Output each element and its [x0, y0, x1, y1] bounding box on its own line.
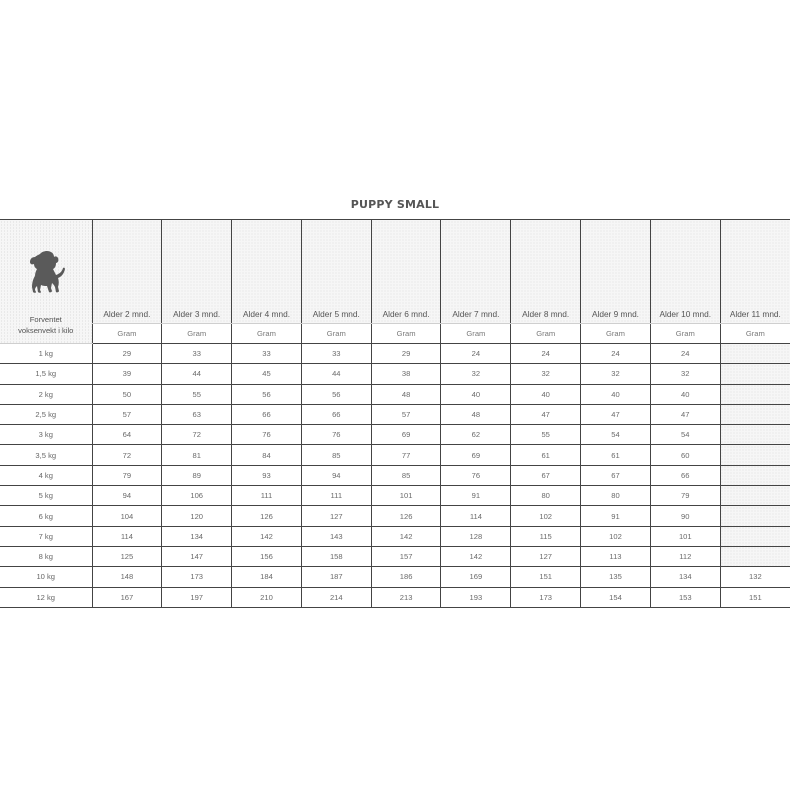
gram-cell — [720, 445, 790, 465]
gram-cell: 29 — [371, 344, 441, 364]
gram-cell: 89 — [162, 465, 232, 485]
gram-cell: 57 — [371, 404, 441, 424]
gram-cell: 50 — [92, 384, 162, 404]
gram-cell: 45 — [232, 364, 302, 384]
gram-cell — [720, 546, 790, 566]
unit-cell: Gram — [650, 324, 720, 344]
column-header: Alder 7 mnd. — [441, 220, 511, 324]
gram-cell: 33 — [232, 344, 302, 364]
gram-cell: 33 — [301, 344, 371, 364]
table-row — [0, 384, 790, 404]
column-header: Alder 3 mnd. — [162, 220, 232, 324]
gram-cell: 104 — [92, 506, 162, 526]
gram-cell: 210 — [232, 587, 302, 607]
gram-cell: 66 — [232, 404, 302, 424]
gram-cell: 80 — [511, 486, 581, 506]
gram-cell: 127 — [511, 546, 581, 566]
gram-cell: 44 — [301, 364, 371, 384]
unit-cell: Gram — [441, 324, 511, 344]
column-header: Alder 8 mnd. — [511, 220, 581, 324]
gram-cell: 61 — [511, 445, 581, 465]
unit-cell: Gram — [581, 324, 651, 344]
gram-cell: 120 — [162, 506, 232, 526]
gram-cell: 32 — [441, 364, 511, 384]
gram-cell: 112 — [650, 546, 720, 566]
gram-cell: 67 — [511, 465, 581, 485]
gram-cell: 63 — [162, 404, 232, 424]
weight-cell: 10 kg — [0, 567, 92, 587]
unit-cell: Gram — [371, 324, 441, 344]
gram-cell: 126 — [371, 506, 441, 526]
gram-cell — [720, 384, 790, 404]
gram-cell: 40 — [581, 384, 651, 404]
gram-cell: 32 — [650, 364, 720, 384]
corner-cell — [0, 220, 92, 344]
gram-cell — [720, 344, 790, 364]
gram-cell: 24 — [650, 344, 720, 364]
gram-cell: 24 — [441, 344, 511, 364]
gram-cell: 157 — [371, 546, 441, 566]
gram-cell: 72 — [162, 425, 232, 445]
table-row — [0, 546, 790, 566]
gram-cell: 93 — [232, 465, 302, 485]
gram-cell: 142 — [232, 526, 302, 546]
gram-cell — [720, 506, 790, 526]
gram-cell: 80 — [581, 486, 651, 506]
gram-cell: 76 — [301, 425, 371, 445]
column-header: Alder 11 mnd. — [720, 220, 790, 324]
gram-cell: 77 — [371, 445, 441, 465]
table-title: PUPPY SMALL — [350, 198, 440, 211]
gram-cell: 143 — [301, 526, 371, 546]
unit-cell: Gram — [162, 324, 232, 344]
gram-cell: 76 — [232, 425, 302, 445]
header-row — [0, 220, 790, 324]
gram-cell: 102 — [511, 506, 581, 526]
weight-cell: 2,5 kg — [0, 404, 92, 424]
unit-cell: Gram — [92, 324, 162, 344]
gram-cell: 40 — [650, 384, 720, 404]
weight-cell: 8 kg — [0, 546, 92, 566]
gram-cell: 54 — [581, 425, 651, 445]
gram-cell: 29 — [92, 344, 162, 364]
gram-cell: 57 — [92, 404, 162, 424]
table-row — [0, 445, 790, 465]
corner-label-line1: Forventet — [29, 315, 62, 324]
gram-cell — [720, 486, 790, 506]
gram-cell: 69 — [441, 445, 511, 465]
weight-cell: 3,5 kg — [0, 445, 92, 465]
corner-label-line2: voksenvekt i kilo — [18, 326, 74, 335]
gram-cell: 153 — [650, 587, 720, 607]
unit-cell: Gram — [232, 324, 302, 344]
column-header: Alder 2 mnd. — [92, 220, 162, 324]
gram-cell: 154 — [581, 587, 651, 607]
gram-cell: 64 — [92, 425, 162, 445]
gram-cell: 47 — [650, 404, 720, 424]
gram-cell: 156 — [232, 546, 302, 566]
table-row — [0, 465, 790, 485]
gram-cell: 61 — [581, 445, 651, 465]
gram-cell: 85 — [371, 465, 441, 485]
gram-cell: 81 — [162, 445, 232, 465]
gram-cell: 184 — [232, 567, 302, 587]
gram-cell: 47 — [581, 404, 651, 424]
table-row — [0, 567, 790, 587]
gram-cell: 128 — [441, 526, 511, 546]
gram-cell: 54 — [650, 425, 720, 445]
weight-cell: 5 kg — [0, 486, 92, 506]
gram-cell: 85 — [301, 445, 371, 465]
gram-cell: 47 — [511, 404, 581, 424]
column-header: Alder 10 mnd. — [650, 220, 720, 324]
gram-cell: 69 — [371, 425, 441, 445]
gram-cell: 60 — [650, 445, 720, 465]
gram-cell: 40 — [511, 384, 581, 404]
gram-cell: 76 — [441, 465, 511, 485]
gram-cell: 114 — [92, 526, 162, 546]
gram-cell: 39 — [92, 364, 162, 384]
table-row — [0, 486, 790, 506]
gram-cell: 169 — [441, 567, 511, 587]
weight-cell: 6 kg — [0, 506, 92, 526]
gram-cell: 38 — [371, 364, 441, 384]
gram-cell: 173 — [162, 567, 232, 587]
gram-cell: 148 — [92, 567, 162, 587]
gram-cell: 158 — [301, 546, 371, 566]
gram-cell: 111 — [301, 486, 371, 506]
gram-cell: 134 — [650, 567, 720, 587]
table-row — [0, 506, 790, 526]
gram-cell — [720, 465, 790, 485]
gram-cell: 106 — [162, 486, 232, 506]
gram-cell: 113 — [581, 546, 651, 566]
gram-cell — [720, 526, 790, 546]
table-row — [0, 587, 790, 607]
gram-cell: 32 — [511, 364, 581, 384]
gram-cell: 142 — [371, 526, 441, 546]
gram-cell: 151 — [511, 567, 581, 587]
gram-cell: 33 — [162, 344, 232, 364]
column-header: Alder 6 mnd. — [371, 220, 441, 324]
table-row — [0, 344, 790, 364]
weight-cell: 3 kg — [0, 425, 92, 445]
gram-cell: 132 — [720, 567, 790, 587]
gram-cell: 66 — [650, 465, 720, 485]
gram-cell: 56 — [232, 384, 302, 404]
gram-cell: 56 — [301, 384, 371, 404]
gram-cell: 151 — [720, 587, 790, 607]
gram-cell: 125 — [92, 546, 162, 566]
gram-cell: 48 — [371, 384, 441, 404]
gram-cell: 111 — [232, 486, 302, 506]
gram-cell: 32 — [581, 364, 651, 384]
puppy-silhouette-icon — [26, 250, 66, 294]
unit-row — [0, 324, 790, 344]
gram-cell: 66 — [301, 404, 371, 424]
gram-cell: 44 — [162, 364, 232, 384]
gram-cell: 55 — [511, 425, 581, 445]
gram-cell: 135 — [581, 567, 651, 587]
gram-cell: 186 — [371, 567, 441, 587]
gram-cell: 62 — [441, 425, 511, 445]
gram-cell: 213 — [371, 587, 441, 607]
gram-cell: 147 — [162, 546, 232, 566]
feeding-table — [0, 219, 790, 608]
gram-cell: 24 — [511, 344, 581, 364]
gram-cell: 94 — [301, 465, 371, 485]
unit-cell: Gram — [720, 324, 790, 344]
column-header: Alder 5 mnd. — [301, 220, 371, 324]
gram-cell: 79 — [92, 465, 162, 485]
gram-cell: 214 — [301, 587, 371, 607]
gram-cell: 197 — [162, 587, 232, 607]
gram-cell: 134 — [162, 526, 232, 546]
gram-cell: 84 — [232, 445, 302, 465]
table-row — [0, 364, 790, 384]
weight-cell: 2 kg — [0, 384, 92, 404]
weight-cell: 1 kg — [0, 344, 92, 364]
gram-cell: 67 — [581, 465, 651, 485]
table-row — [0, 526, 790, 546]
gram-cell — [720, 425, 790, 445]
gram-cell: 91 — [441, 486, 511, 506]
gram-cell — [720, 364, 790, 384]
gram-cell: 101 — [371, 486, 441, 506]
gram-cell: 115 — [511, 526, 581, 546]
gram-cell: 126 — [232, 506, 302, 526]
gram-cell: 167 — [92, 587, 162, 607]
gram-cell: 24 — [581, 344, 651, 364]
gram-cell: 79 — [650, 486, 720, 506]
gram-cell — [720, 404, 790, 424]
table-row — [0, 425, 790, 445]
gram-cell: 193 — [441, 587, 511, 607]
unit-cell: Gram — [301, 324, 371, 344]
gram-cell: 55 — [162, 384, 232, 404]
weight-cell: 12 kg — [0, 587, 92, 607]
weight-cell: 4 kg — [0, 465, 92, 485]
column-header: Alder 9 mnd. — [581, 220, 651, 324]
weight-cell: 1,5 kg — [0, 364, 92, 384]
gram-cell: 142 — [441, 546, 511, 566]
gram-cell: 91 — [581, 506, 651, 526]
gram-cell: 173 — [511, 587, 581, 607]
gram-cell: 94 — [92, 486, 162, 506]
gram-cell: 72 — [92, 445, 162, 465]
gram-cell: 114 — [441, 506, 511, 526]
column-header: Alder 4 mnd. — [232, 220, 302, 324]
weight-cell: 7 kg — [0, 526, 92, 546]
gram-cell: 48 — [441, 404, 511, 424]
gram-cell: 187 — [301, 567, 371, 587]
table-body — [0, 344, 790, 608]
gram-cell: 90 — [650, 506, 720, 526]
unit-cell: Gram — [511, 324, 581, 344]
table-row — [0, 404, 790, 424]
gram-cell: 127 — [301, 506, 371, 526]
gram-cell: 102 — [581, 526, 651, 546]
gram-cell: 101 — [650, 526, 720, 546]
gram-cell: 40 — [441, 384, 511, 404]
